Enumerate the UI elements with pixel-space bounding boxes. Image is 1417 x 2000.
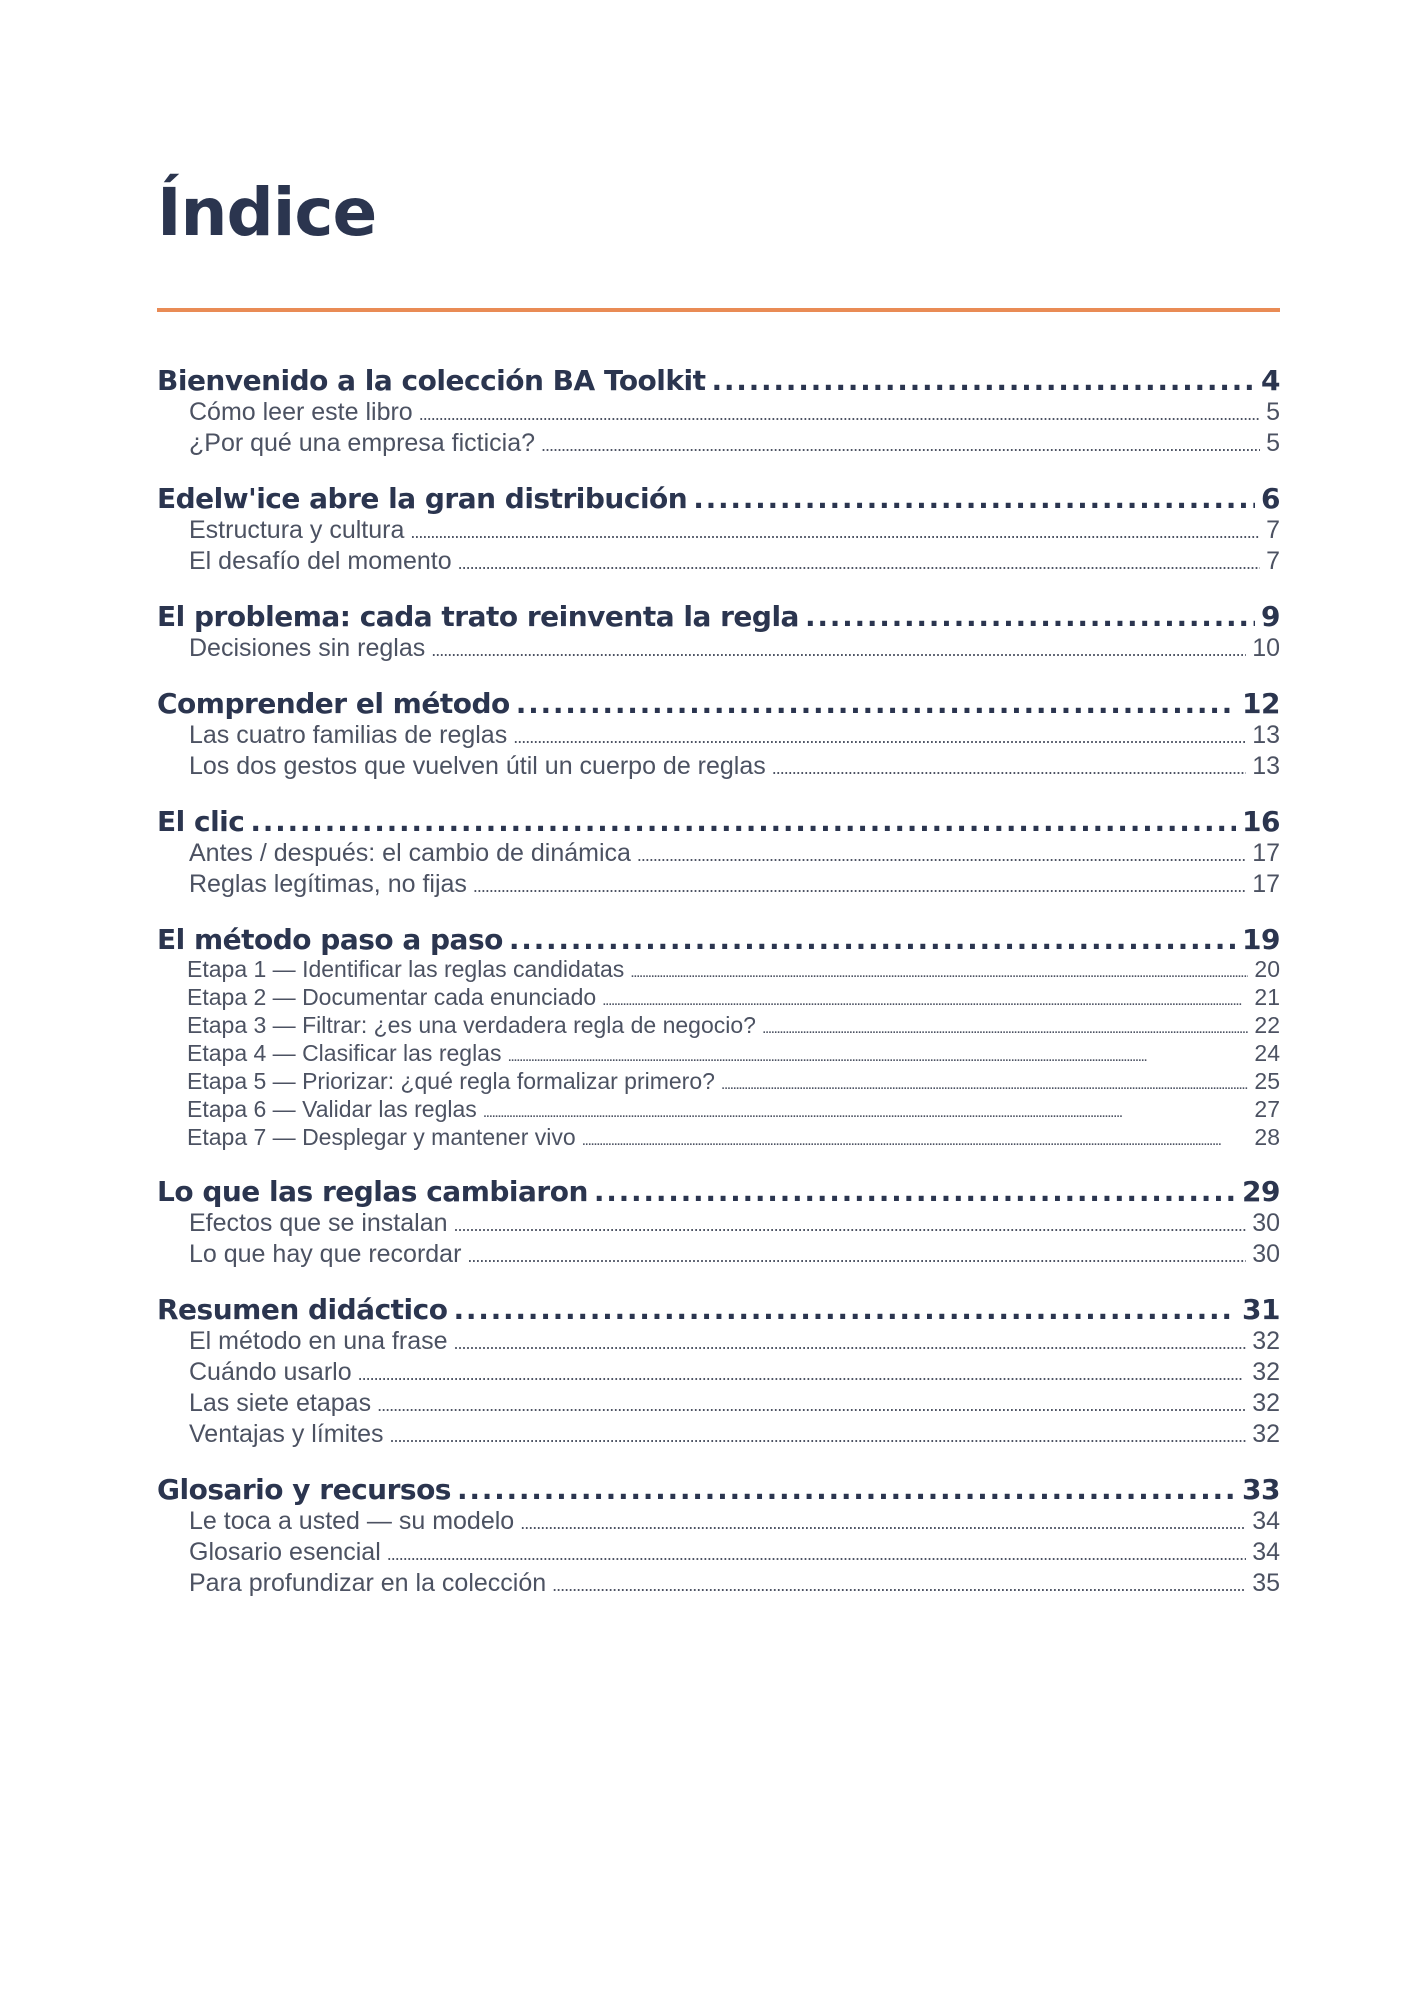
toc-subentry[interactable]	[157, 721, 1280, 752]
toc-step-entry-label: Etapa 3 — Filtrar: ¿es una verdadera regla de negocio?	[187, 1012, 756, 1038]
toc-subentry[interactable]	[157, 839, 1280, 870]
dot-leader	[507, 1044, 1248, 1069]
toc-subentry[interactable]	[157, 1507, 1280, 1538]
dot-leader	[594, 1175, 1236, 1209]
toc-subentry-label: Las siete etapas	[189, 1389, 372, 1417]
toc-subentry[interactable]	[157, 870, 1280, 901]
toc-section	[157, 1175, 1280, 1271]
toc-subentry-label: Antes / después: el cambio de dinámica	[189, 839, 631, 867]
toc-step-entry-label: Etapa 4 — Clasificar las reglas	[187, 1040, 502, 1066]
dot-leader	[483, 1100, 1249, 1125]
toc-chapter[interactable]	[157, 805, 1280, 839]
toc-chapter[interactable]	[157, 600, 1280, 634]
table-of-contents	[157, 364, 1280, 1600]
toc-subentry-page-number: 32	[1252, 1327, 1280, 1355]
toc-subentry-label: Ventajas y límites	[189, 1420, 384, 1448]
dot-leader	[410, 518, 1260, 547]
toc-chapter-page-number: 9	[1261, 600, 1280, 633]
toc-subentry[interactable]	[157, 1538, 1280, 1569]
title-divider	[157, 308, 1280, 312]
toc-section	[157, 687, 1280, 783]
dot-leader	[721, 1072, 1248, 1097]
toc-step-entry-page-number: 25	[1254, 1068, 1280, 1094]
dot-leader	[520, 1509, 1246, 1538]
dot-leader	[637, 841, 1246, 870]
toc-subentry[interactable]	[157, 1569, 1280, 1600]
toc-subentry-label: Lo que hay que recordar	[189, 1240, 462, 1268]
toc-chapter-page-number: 4	[1261, 364, 1280, 397]
toc-step-entry-label: Etapa 5 — Priorizar: ¿qué regla formalizar primero?	[187, 1068, 715, 1094]
dot-leader	[693, 482, 1255, 516]
toc-chapter-page-number: 31	[1242, 1293, 1280, 1326]
toc-subentry[interactable]	[157, 1420, 1280, 1451]
toc-subentry-page-number: 10	[1252, 634, 1280, 662]
toc-step-entry[interactable]	[157, 957, 1280, 985]
toc-subentry[interactable]	[157, 1209, 1280, 1240]
dot-leader	[454, 1211, 1247, 1240]
toc-subentry-label: El método en una frase	[189, 1327, 448, 1355]
dot-leader	[457, 1473, 1236, 1507]
toc-subentry[interactable]	[157, 634, 1280, 665]
dot-leader	[419, 400, 1260, 429]
toc-step-entry-page-number: 21	[1254, 984, 1280, 1010]
toc-subentry[interactable]	[157, 1327, 1280, 1358]
toc-subentry-page-number: 5	[1266, 429, 1280, 457]
toc-chapter-label: Resumen didáctico	[157, 1293, 448, 1326]
toc-chapter[interactable]	[157, 687, 1280, 721]
toc-section	[157, 923, 1280, 1153]
toc-chapter-label: Bienvenido a la colección BA Toolkit	[157, 364, 706, 397]
dot-leader	[630, 960, 1248, 985]
dot-leader	[458, 549, 1260, 578]
toc-chapter-label: El clic	[157, 805, 245, 838]
dot-leader	[712, 364, 1256, 398]
toc-subentry-label: Los dos gestos que vuelven útil un cuerpo de reglas	[189, 752, 766, 780]
toc-step-entry-label: Etapa 6 — Validar las reglas	[187, 1096, 477, 1122]
toc-subentry-label: Efectos que se instalan	[189, 1209, 448, 1237]
dot-leader	[805, 600, 1255, 634]
dot-leader	[431, 636, 1246, 665]
toc-subentry[interactable]	[157, 1389, 1280, 1420]
toc-subentry-label: Estructura y cultura	[189, 516, 405, 544]
toc-subentry-page-number: 32	[1252, 1420, 1280, 1448]
toc-subentry[interactable]	[157, 1240, 1280, 1271]
toc-step-entry[interactable]	[157, 1013, 1280, 1041]
dot-leader	[377, 1391, 1246, 1420]
dot-leader	[473, 872, 1246, 901]
toc-subentry-label: Decisiones sin reglas	[189, 634, 426, 662]
toc-subentry-label: Cómo leer este libro	[189, 398, 413, 426]
toc-chapter-label: Edelw'ice abre la gran distribución	[157, 482, 688, 515]
toc-subentry-label: Las cuatro familias de reglas	[189, 721, 508, 749]
toc-subentry-label: Reglas legítimas, no fijas	[189, 870, 467, 898]
dot-leader	[513, 723, 1246, 752]
toc-step-entry-page-number: 22	[1254, 1012, 1280, 1038]
toc-chapter-label: El problema: cada trato reinventa la regla	[157, 600, 799, 633]
toc-chapter-page-number: 33	[1242, 1473, 1280, 1506]
toc-subentry-page-number: 34	[1252, 1507, 1280, 1535]
dot-leader	[772, 754, 1246, 783]
toc-chapter-label: El método paso a paso	[157, 923, 503, 956]
toc-chapter-page-number: 29	[1242, 1175, 1280, 1208]
toc-subentry-label: Para profundizar en la colección	[189, 1569, 547, 1597]
toc-subentry[interactable]	[157, 547, 1280, 578]
toc-subentry-label: Glosario esencial	[189, 1538, 381, 1566]
toc-subentry-page-number: 34	[1252, 1538, 1280, 1566]
dot-leader	[387, 1540, 1246, 1569]
toc-subentry-page-number: 35	[1252, 1569, 1280, 1597]
toc-step-entry[interactable]	[157, 1097, 1280, 1125]
toc-subentry[interactable]	[157, 752, 1280, 783]
toc-chapter-label: Lo que las reglas cambiaron	[157, 1175, 588, 1208]
toc-step-entry-page-number: 20	[1254, 956, 1280, 982]
toc-chapter[interactable]	[157, 1175, 1280, 1209]
toc-section	[157, 482, 1280, 578]
toc-section	[157, 805, 1280, 901]
toc-section	[157, 600, 1280, 665]
toc-subentry[interactable]	[157, 516, 1280, 547]
dot-leader	[516, 687, 1236, 721]
dot-leader	[358, 1360, 1247, 1389]
dot-leader	[454, 1329, 1247, 1358]
toc-step-entry[interactable]	[157, 1125, 1280, 1153]
toc-step-entry-label: Etapa 2 — Documentar cada enunciado	[187, 984, 597, 1010]
toc-subentry-label: Cuándo usarlo	[189, 1358, 352, 1386]
toc-section	[157, 1293, 1280, 1451]
toc-chapter-page-number: 6	[1261, 482, 1280, 515]
toc-chapter[interactable]	[157, 1293, 1280, 1327]
toc-section	[157, 1473, 1280, 1600]
dot-leader	[390, 1422, 1247, 1451]
toc-chapter[interactable]	[157, 923, 1280, 957]
dot-leader	[509, 923, 1236, 957]
toc-step-entry[interactable]	[157, 1069, 1280, 1097]
dot-leader	[762, 1016, 1248, 1041]
toc-subentry-page-number: 17	[1252, 839, 1280, 867]
toc-subentry-page-number: 7	[1266, 516, 1280, 544]
toc-page	[157, 174, 1280, 1622]
toc-subentry-label: Le toca a usted — su modelo	[189, 1507, 515, 1535]
page-title: Índice	[157, 174, 377, 251]
toc-chapter-label: Comprender el método	[157, 687, 510, 720]
toc-chapter-page-number: 19	[1242, 923, 1280, 956]
toc-chapter[interactable]	[157, 482, 1280, 516]
toc-subentry-page-number: 7	[1266, 547, 1280, 575]
toc-subentry-page-number: 32	[1252, 1389, 1280, 1417]
dot-leader	[454, 1293, 1237, 1327]
toc-chapter-page-number: 16	[1242, 805, 1280, 838]
toc-step-entry[interactable]	[157, 1041, 1280, 1069]
toc-chapter-label: Glosario y recursos	[157, 1473, 451, 1506]
toc-step-entry-page-number: 24	[1254, 1040, 1280, 1066]
toc-subentry-label: ¿Por qué una empresa ficticia?	[189, 429, 536, 457]
toc-subentry[interactable]	[157, 429, 1280, 460]
toc-step-entry-page-number: 27	[1254, 1096, 1280, 1122]
toc-step-entry-page-number: 28	[1254, 1124, 1280, 1150]
dot-leader	[250, 805, 1236, 839]
toc-subentry-page-number: 30	[1252, 1240, 1280, 1268]
dot-leader	[541, 431, 1260, 460]
toc-subentry-page-number: 32	[1252, 1358, 1280, 1386]
toc-subentry-label: El desafío del momento	[189, 547, 452, 575]
toc-step-entry-label: Etapa 1 — Identificar las reglas candidatas	[187, 956, 625, 982]
toc-subentry-page-number: 30	[1252, 1209, 1280, 1237]
dot-leader	[467, 1242, 1246, 1271]
dot-leader	[602, 988, 1248, 1013]
toc-chapter-page-number: 12	[1242, 687, 1280, 720]
dot-leader	[552, 1571, 1246, 1600]
toc-chapter[interactable]	[157, 364, 1280, 398]
toc-step-entry[interactable]	[157, 985, 1280, 1013]
toc-subentry-page-number: 13	[1252, 752, 1280, 780]
dot-leader	[582, 1128, 1249, 1153]
toc-subentry[interactable]	[157, 398, 1280, 429]
toc-section	[157, 364, 1280, 460]
toc-subentry-page-number: 5	[1266, 398, 1280, 426]
toc-chapter[interactable]	[157, 1473, 1280, 1507]
toc-subentry-page-number: 17	[1252, 870, 1280, 898]
toc-subentry-page-number: 13	[1252, 721, 1280, 749]
toc-subentry[interactable]	[157, 1358, 1280, 1389]
toc-step-entry-label: Etapa 7 — Desplegar y mantener vivo	[187, 1124, 576, 1150]
